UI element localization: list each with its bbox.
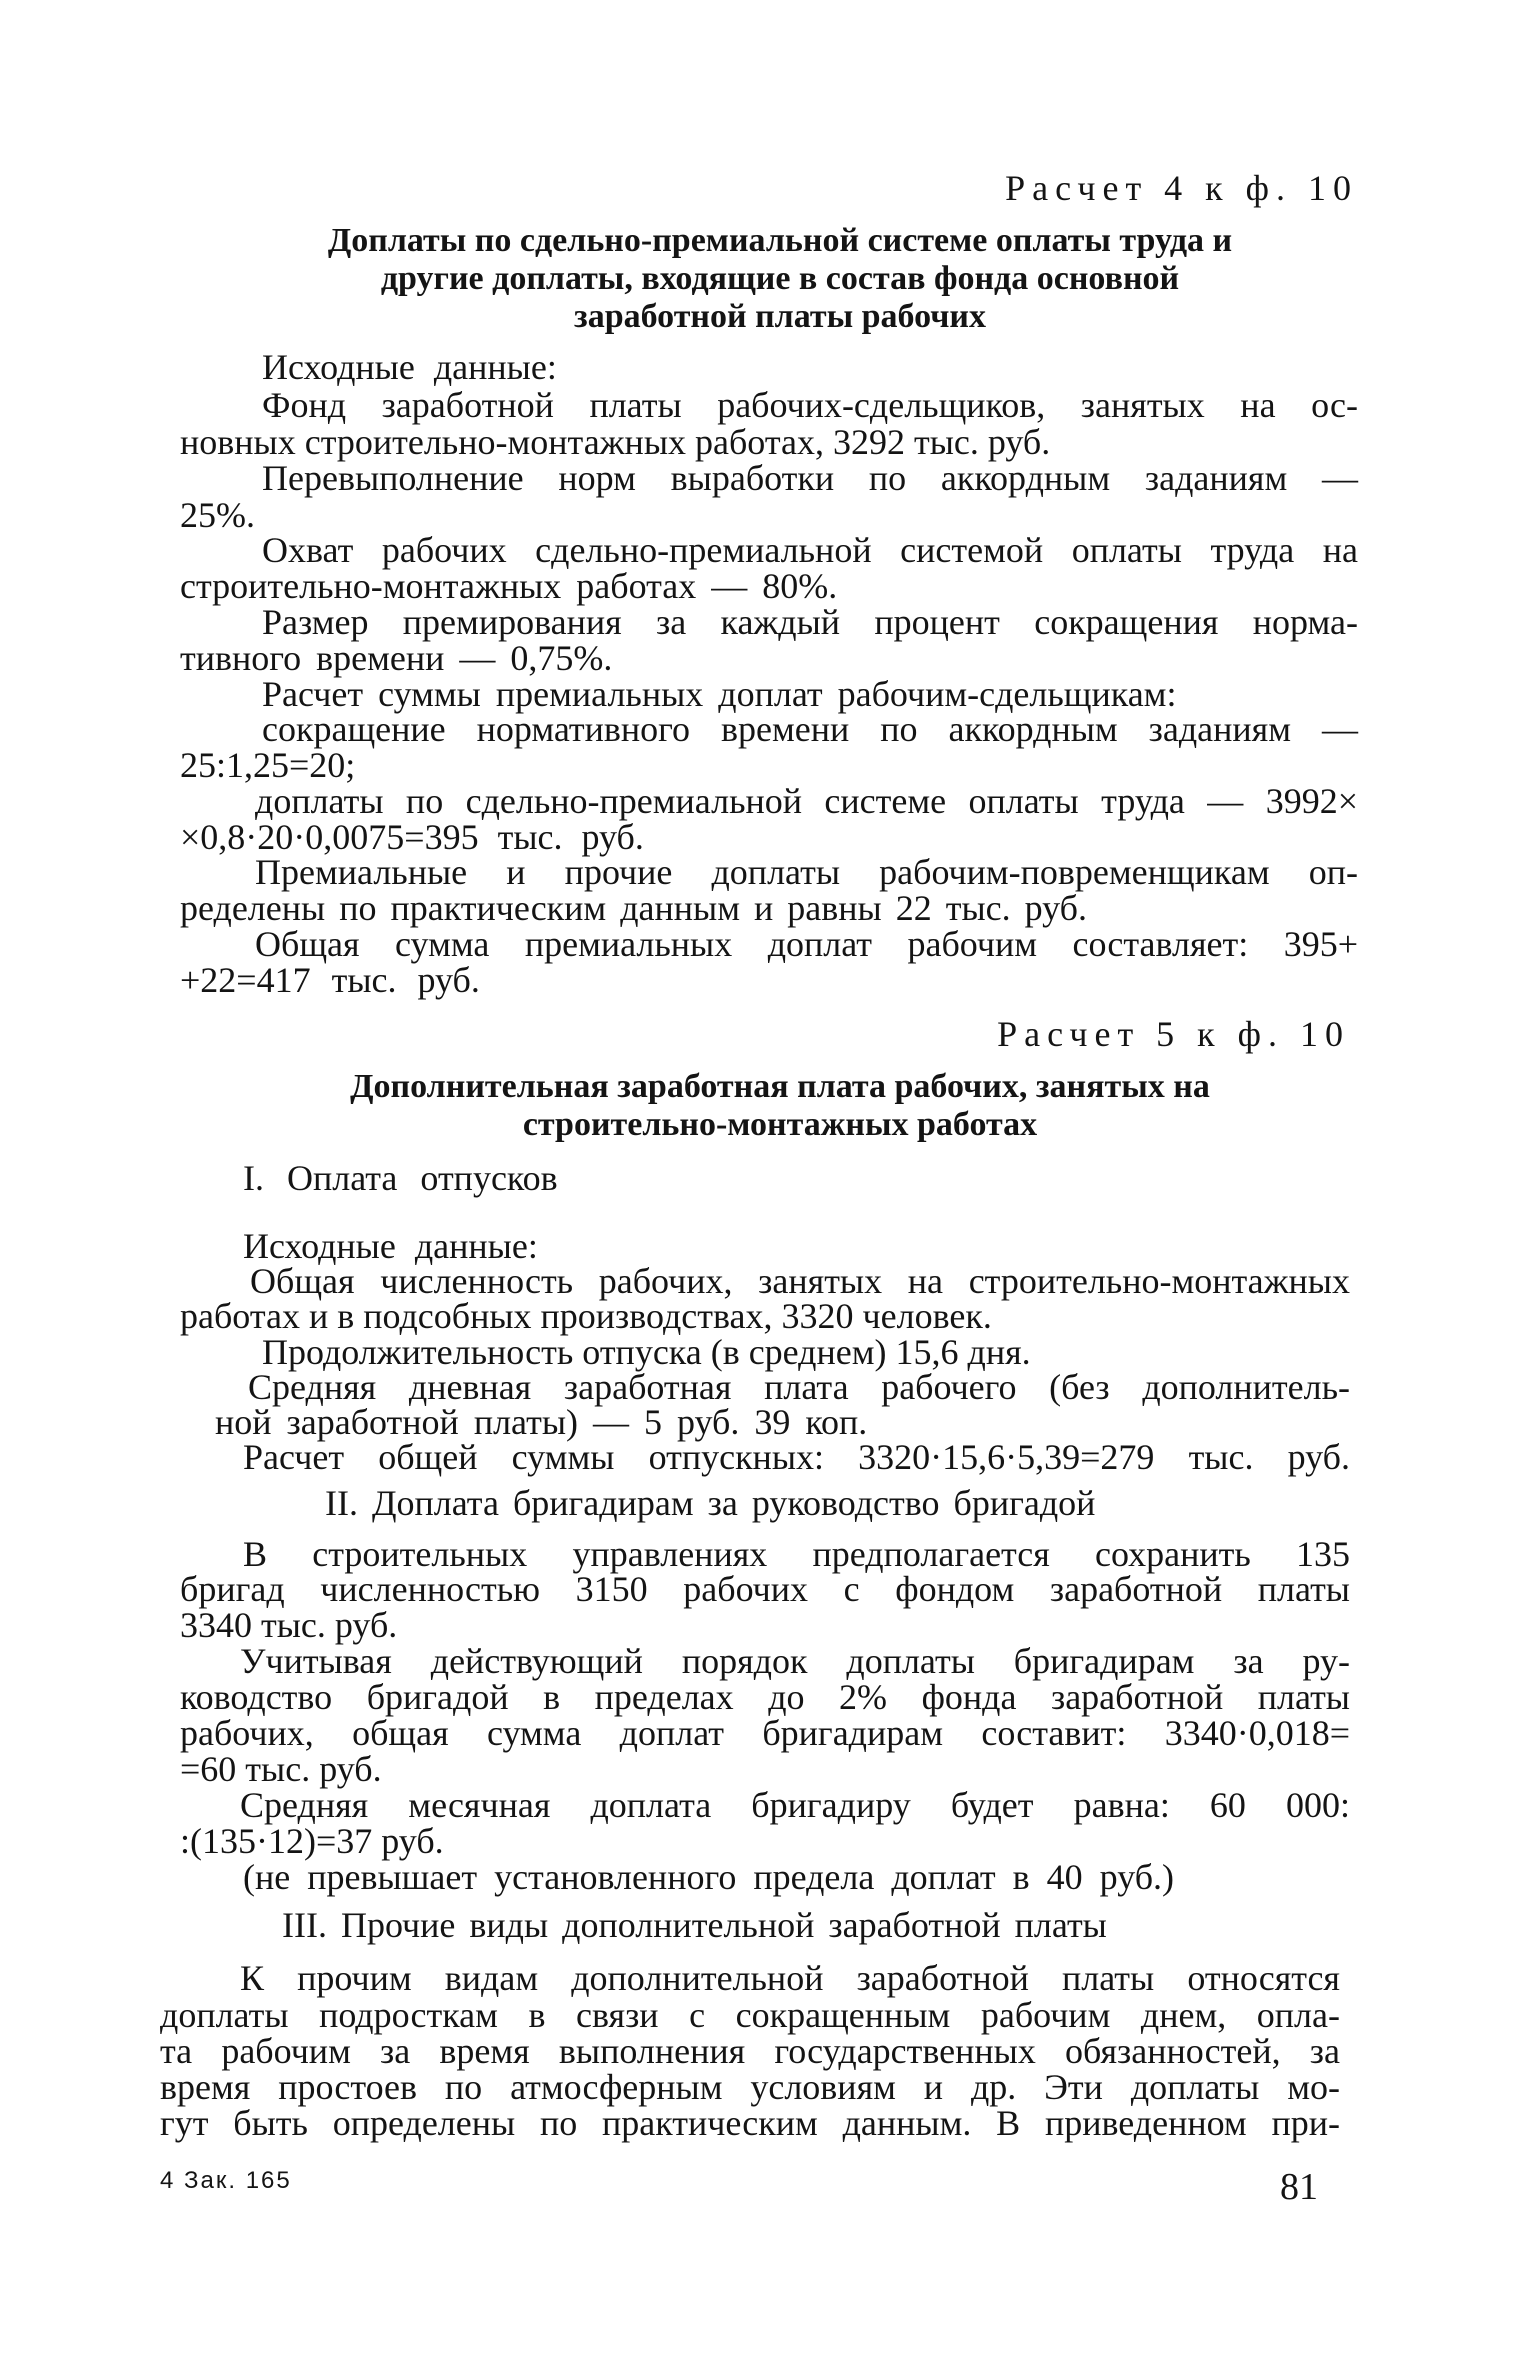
print-order-number: 4 Зак. 165 [160, 2167, 292, 2194]
calc4-line: Общая сумма премиальных доплат рабочим составляет: 395+ [255, 924, 1358, 964]
calc4-label: Расчет 4 к ф. 10 [1005, 168, 1358, 208]
calc5-line: рабочих, общая сумма доплат бригадирам составит: 3340·0,018= [180, 1713, 1350, 1753]
calc4-line: Фонд заработной платы рабочих-сдельщиков, занятых на ос- [262, 385, 1358, 425]
calc5-line: работах и в подсобных производствах, 3320 человек. [180, 1296, 992, 1336]
calc5-line: та рабочим за время выполнения государственных обязанностей, за [160, 2031, 1340, 2071]
calc5-title: Дополнительная заработная плата рабочих, занятых на строительно-монтажных работах [350, 1068, 1210, 1143]
calc4-line: Расчет суммы премиальных доплат рабочим-сдельщикам: [262, 674, 1177, 714]
calc5-line: Средняя месячная доплата бригадиру будет равна: 60 000: [240, 1785, 1350, 1825]
calc4-line: новных строительно-монтажных работах, 3292 тыс. руб. [180, 422, 1051, 462]
calc5-line: время простоев по атмосферным условиям и др. Эти доплаты мо- [160, 2067, 1340, 2107]
calc5-line: В строительных управлениях предполагается сохранить 135 [243, 1534, 1350, 1574]
calc5-line: ководство бригадой в пределах до 2% фонда заработной платы [180, 1677, 1350, 1717]
calc5-initial-heading: Исходные данные: [243, 1226, 538, 1266]
calc5-line: =60 тыс. руб. [180, 1749, 382, 1789]
calc4-line: Премиальные и прочие доплаты рабочим-повременщикам оп- [255, 852, 1358, 892]
calc4-line: ределены по практическим данным и равны 22 тыс. руб. [180, 888, 1087, 928]
calc4-line: тивного времени — 0,75%. [180, 638, 613, 678]
page-number: 81 [1280, 2166, 1318, 2208]
section-heading: II. Доплата бригадирам за руководство бригадой [325, 1483, 1096, 1523]
calc4-line: ×0,8·20·0,0075=395 тыс. руб. [180, 817, 644, 857]
calc4-title: Доплаты по сдельно-премиальной системе оплаты труда и другие доплаты, входящие в состав фонда основной заработной платы рабочих [327, 222, 1233, 335]
calc4-line: сокращение нормативного времени по аккордным заданиям — [262, 709, 1358, 749]
calc5-line: доплаты подросткам в связи с сокращенным рабочим днем, опла- [160, 1995, 1340, 2035]
calc4-line: Охват рабочих сдельно-премиальной системой оплаты труда на [262, 530, 1358, 570]
calc5-line: Продолжительность отпуска (в среднем) 15,6 дня. [262, 1332, 1031, 1372]
calc4-line: строительно-монтажных работах — 80%. [180, 566, 838, 606]
calc4-line: 25:1,25=20; [180, 745, 356, 785]
calc5-line: (не превышает установленного предела доплат в 40 руб.) [243, 1857, 1175, 1897]
calc5-line: Общая численность рабочих, занятых на строительно-монтажных [250, 1261, 1350, 1301]
calc4-line: Перевыполнение норм выработки по аккордным заданиям — [262, 458, 1358, 498]
calc5-line: Расчет общей суммы отпускных: 3320·15,6·5,39=279 тыс. руб. [243, 1437, 1350, 1477]
calc5-line: ной заработной платы) — 5 руб. 39 коп. [215, 1402, 868, 1442]
calc5-line: Средняя дневная заработная плата рабочего (без дополнитель- [248, 1367, 1350, 1407]
section-heading: III. Прочие виды дополнительной заработной платы [282, 1905, 1107, 1945]
calc5-line: гут быть определены по практическим данным. В приведенном при- [160, 2103, 1340, 2143]
calc5-line: бригад численностью 3150 рабочих с фондом заработной платы [180, 1569, 1350, 1609]
calc4-initial-heading: Исходные данные: [262, 347, 557, 387]
calc4-line: +22=417 тыс. руб. [180, 960, 480, 1000]
calc4-line: доплаты по сдельно-премиальной системе оплаты труда — 3992× [255, 781, 1358, 821]
calc5-line: :(135·12)=37 руб. [180, 1821, 444, 1861]
calc5-line: Учитывая действующий порядок доплаты бригадирам за ру- [240, 1641, 1350, 1681]
calc5-line: 3340 тыс. руб. [180, 1605, 398, 1645]
calc4-line: 25%. [180, 495, 255, 535]
calc5-line: К прочим видам дополнительной заработной платы относятся [240, 1958, 1340, 1998]
calc4-line: Размер премирования за каждый процент сокращения норма- [262, 602, 1358, 642]
calc5-label: Расчет 5 к ф. 10 [997, 1014, 1350, 1054]
section-heading: I. Оплата отпусков [243, 1158, 558, 1198]
